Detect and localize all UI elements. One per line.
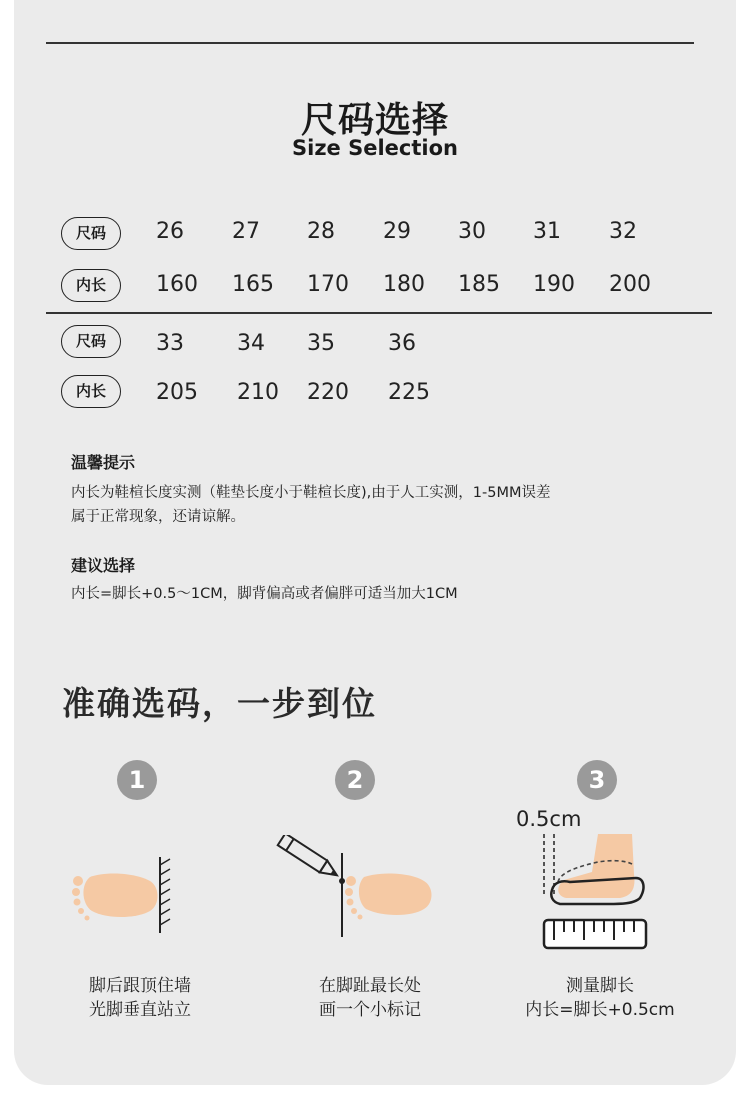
- size-value: 30: [458, 219, 486, 244]
- inner-length-value: 200: [609, 272, 651, 297]
- inner-length-label-pill: 内长: [61, 269, 121, 302]
- size-value: 31: [533, 219, 561, 244]
- size-value: 33: [156, 331, 184, 356]
- step-1-line-2: 光脚垂直站立: [89, 1000, 191, 1020]
- top-divider: [46, 42, 694, 44]
- foot-against-wall-icon: [66, 855, 186, 935]
- table-divider: [46, 312, 712, 314]
- step-1-badge: 1: [117, 760, 157, 800]
- step-2-line-1: 在脚趾最长处: [319, 976, 421, 996]
- step-2-badge: 2: [335, 760, 375, 800]
- step-2-line-2: 画一个小标记: [319, 1000, 421, 1020]
- step-3-caption: [505, 974, 695, 1022]
- step-1-line-1: 脚后跟顶住墙: [89, 976, 191, 996]
- size-value: 35: [307, 331, 335, 356]
- inner-length-value: 190: [533, 272, 575, 297]
- inner-length-value: 225: [388, 380, 430, 405]
- inner-length-value: 220: [307, 380, 349, 405]
- pencil-mark-toe-icon: [272, 835, 442, 940]
- page-subtitle: Size Selection: [292, 136, 458, 160]
- size-value: 32: [609, 219, 637, 244]
- inner-length-label-pill: 内长: [61, 375, 121, 408]
- step-3-line-1: 测量脚长: [566, 976, 634, 996]
- step-3-badge: 3: [577, 760, 617, 800]
- tip-line-1: 内长为鞋楦长度实测（鞋垫长度小于鞋楦长度),由于人工实测，1-5MM误差: [71, 485, 551, 501]
- inner-length-value: 170: [307, 272, 349, 297]
- inner-length-value: 165: [232, 272, 274, 297]
- size-value: 26: [156, 219, 184, 244]
- advice-line: 内长=脚长+0.5～1CM，脚背偏高或者偏胖可适当加大1CM: [71, 586, 458, 602]
- inner-length-value: 185: [458, 272, 500, 297]
- step-2-caption: [285, 974, 455, 1022]
- tip-line-2: 属于正常现象，还请谅解。: [71, 509, 245, 525]
- inner-length-value: 205: [156, 380, 198, 405]
- size-value: 28: [307, 219, 335, 244]
- advice-title: 建议选择: [71, 556, 136, 575]
- size-value: 36: [388, 331, 416, 356]
- size-label-pill: 尺码: [61, 325, 121, 358]
- step-1-caption: [55, 974, 225, 1022]
- size-value: 34: [237, 331, 265, 356]
- size-value: 29: [383, 219, 411, 244]
- measure-label: 0.5cm: [516, 807, 582, 831]
- tip-title: 温馨提示: [71, 453, 136, 472]
- step-3-line-2: 内长=脚长+0.5cm: [525, 1000, 675, 1020]
- shoe-ruler-icon: [536, 830, 654, 955]
- page-title: 尺码选择: [300, 100, 449, 141]
- inner-length-value: 210: [237, 380, 279, 405]
- size-label-pill: 尺码: [61, 217, 121, 250]
- steps-heading: 准确选码，一步到位: [62, 684, 377, 723]
- inner-length-value: 180: [383, 272, 425, 297]
- inner-length-value: 160: [156, 272, 198, 297]
- size-value: 27: [232, 219, 260, 244]
